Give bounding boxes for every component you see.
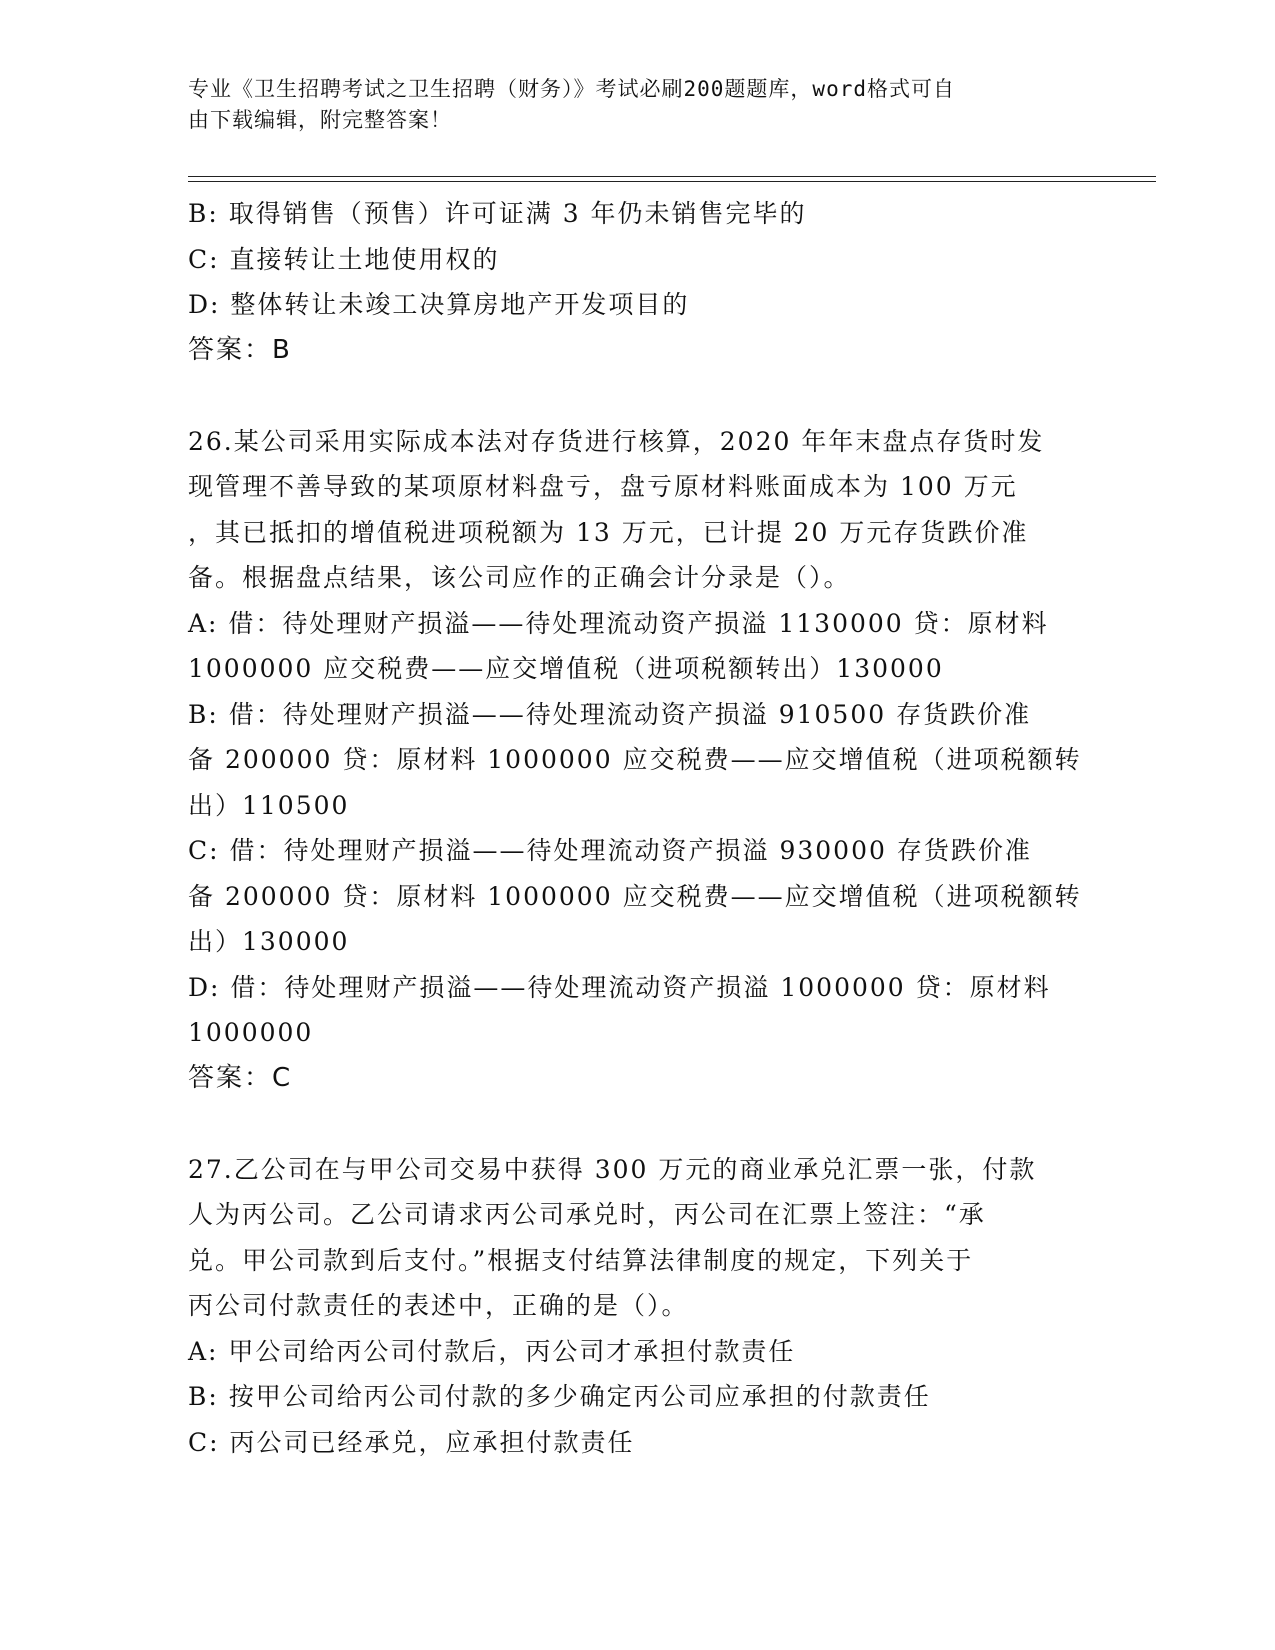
option-b: B: 按甲公司给丙公司付款的多少确定丙公司应承担的付款责任 [188,1382,931,1411]
option-a: A: 甲公司给丙公司付款后，丙公司才承担付款责任 [188,1336,796,1366]
question-stem-line: 备。根据盘点结果，该公司应作的正确会计分录是（）。 [188,563,851,592]
answer: 答案：C [188,1062,293,1093]
document-body [188,191,1088,1465]
question-stem-line: 兑。甲公司款到后支付。”根据支付结算法律制度的规定，下列关于 [188,1245,974,1275]
option-c-line: C: 借：待处理财产损溢——待处理流动资产损溢 930000 存货跌价准 [188,836,1032,865]
question-stem-line: 现管理不善导致的某项原材料盘亏，盘亏原材料账面成本为 100 万元 [188,472,1018,501]
option-b-line: 备 200000 贷：原材料 1000000 应交税费——应交增值税（进项税额转 [188,745,1082,774]
answer: 答案：B [188,334,292,365]
option-c: C: 直接转让土地使用权的 [188,244,500,274]
option-c: C: 丙公司已经承兑，应承担付款责任 [188,1427,635,1457]
option-c-line: 出）130000 [188,927,350,956]
spacer [188,1101,1088,1147]
option-b-line: B: 借：待处理财产损溢——待处理流动资产损溢 910500 存货跌价准 [188,699,1032,729]
question-stem-line: 丙公司付款责任的表述中，正确的是（）。 [188,1291,689,1320]
spacer [188,373,1088,419]
option-a-line: A: 借：待处理财产损溢——待处理流动资产损溢 1130000 贷：原材料 [188,608,1049,638]
page-header [188,74,1068,136]
header-line-1: 专业《卫生招聘考试之卫生招聘（财务）》考试必刷200题题库，word格式可自 [188,77,955,101]
option-b: B: 取得销售（预售）许可证满 3 年仍未销售完毕的 [188,199,807,228]
question-stem-line: 人为丙公司。乙公司请求丙公司承兑时，丙公司在汇票上签注：“承 [188,1200,986,1229]
option-b-line: 出）110500 [188,790,350,820]
question-stem-line: ，其已抵扣的增值税进项税额为 13 万元，已计提 20 万元存货跌价准 [188,517,1029,547]
question-25 [188,191,1088,373]
option-d-line: 1000000 [188,1018,314,1047]
header-divider [188,176,1156,182]
question-26 [188,419,1088,1102]
option-a-line: 1000000 应交税费——应交增值税（进项税额转出）130000 [188,654,944,683]
question-stem-line: 27.乙公司在与甲公司交易中获得 300 万元的商业承兑汇票一张，付款 [188,1154,1037,1184]
question-stem-line: 26.某公司采用实际成本法对存货进行核算，2020 年年末盘点存货时发 [188,426,1045,456]
header-line-2: 由下载编辑，附完整答案！ [188,108,452,132]
option-d-line: D: 借：待处理财产损溢——待处理流动资产损溢 1000000 贷：原材料 [188,972,1051,1002]
option-d: D: 整体转让未竣工决算房地产开发项目的 [188,290,690,319]
option-c-line: 备 200000 贷：原材料 1000000 应交税费——应交增值税（进项税额转 [188,881,1082,911]
question-27 [188,1147,1088,1466]
